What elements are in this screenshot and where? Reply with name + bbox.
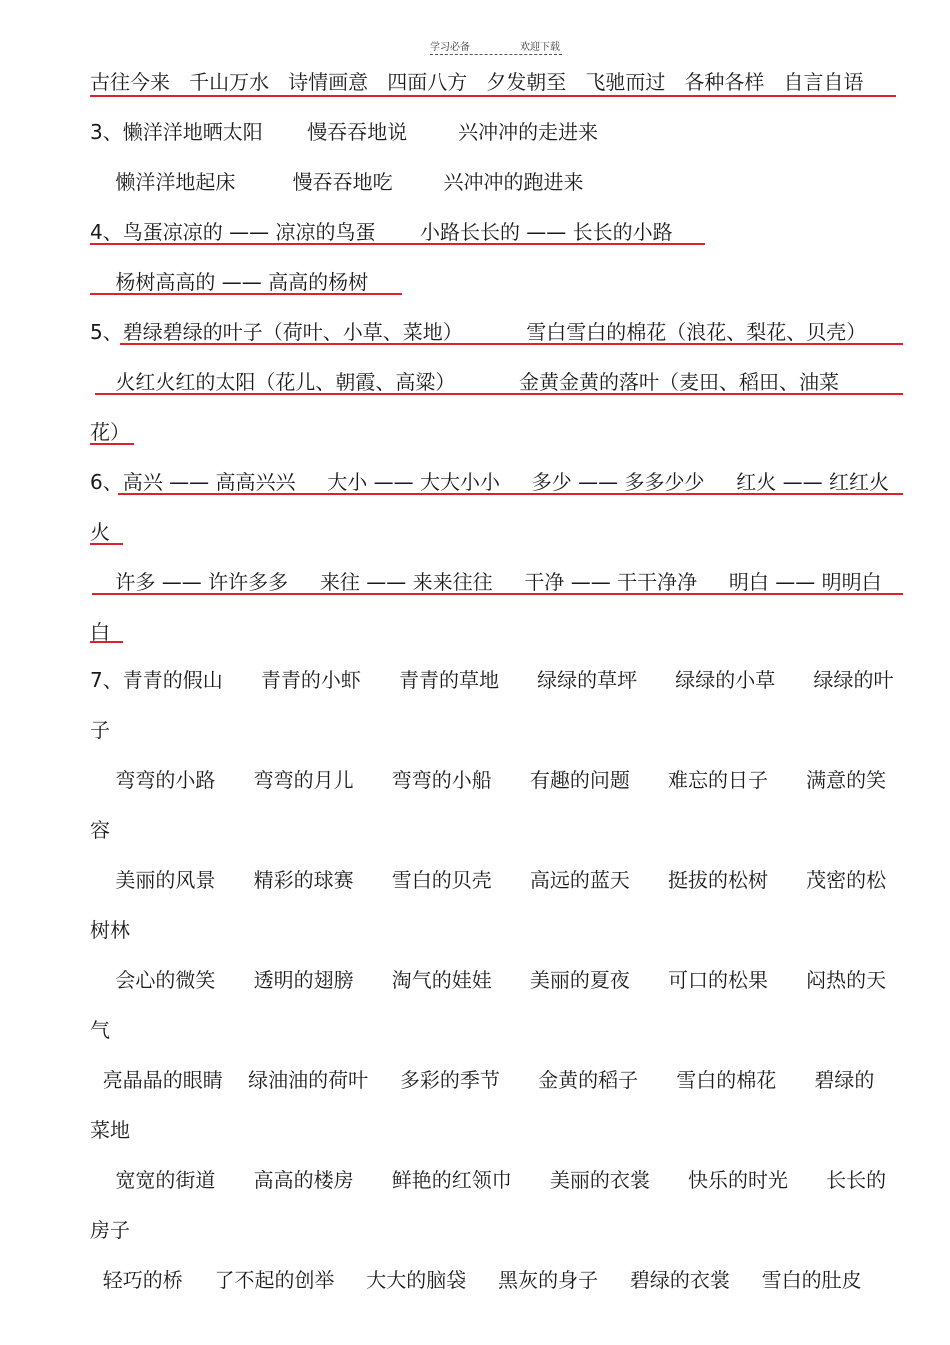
text-line-6b: 火: [90, 520, 110, 544]
text-line-7d: 容: [90, 818, 110, 842]
red-underline: [90, 543, 123, 545]
text-line-5a: 5、碧绿碧绿的叶子（荷叶、小草、菜地） 雪白雪白的棉花（浪花、梨花、贝壳）: [90, 320, 867, 344]
red-underline: [92, 593, 903, 595]
text-line-7g: 会心的微笑 透明的翅膀 淘气的娃娃 美丽的夏夜 可口的松果 闷热的天: [90, 968, 887, 992]
text-line-7m: 轻巧的桥 了不起的创举 大大的脑袋 黑灰的身子 碧绿的衣裳 雪白的肚皮: [90, 1268, 862, 1292]
text-line-6d: 白: [90, 620, 110, 644]
text-line-3b: 懒洋洋地起床 慢吞吞地吃 兴冲冲的跑进来: [90, 170, 584, 194]
text-line-7k: 宽宽的街道 高高的楼房 鲜艳的红领巾 美丽的衣裳 快乐的时光 长长的: [90, 1168, 887, 1192]
header-left-text: 学习必备: [430, 42, 470, 53]
text-line-idioms: 古往今来 千山万水 诗情画意 四面八方 夕发朝至 飞驰而过 各种各样 自言自语: [90, 70, 864, 94]
header-right-text: 欢迎下载: [520, 42, 560, 53]
text-line-7i: 亮晶晶的眼睛 绿油油的荷叶 多彩的季节 金黄的稻子 雪白的棉花 碧绿的: [90, 1068, 875, 1092]
red-underline: [90, 243, 705, 245]
text-line-7l: 房子: [90, 1218, 130, 1242]
red-underline: [90, 641, 123, 643]
text-line-7e: 美丽的风景 精彩的球赛 雪白的贝壳 高远的蓝天 挺拔的松树 茂密的松: [90, 868, 887, 892]
text-line-6c: 许多 —— 许许多多 来往 —— 来来往往 干净 —— 干干净净 明白 —— 明明白: [90, 570, 882, 594]
text-line-4a: 4、鸟蛋凉凉的 —— 凉凉的鸟蛋 小路长长的 —— 长长的小路: [90, 220, 673, 244]
text-line-3a: 3、懒洋洋地晒太阳 慢吞吞地说 兴冲冲的走进来: [90, 120, 599, 144]
page-header: [430, 38, 565, 56]
text-line-7a: 7、青青的假山 青青的小虾 青青的草地 绿绿的草坪 绿绿的小草 绿绿的叶: [90, 668, 894, 692]
red-underline: [90, 95, 896, 97]
text-line-4b: 杨树高高的 —— 高高的杨树: [90, 270, 369, 294]
text-line-7j: 菜地: [90, 1118, 130, 1142]
red-underline: [118, 493, 903, 495]
red-underline: [120, 343, 903, 345]
text-line-7c: 弯弯的小路 弯弯的月儿 弯弯的小船 有趣的问题 难忘的日子 满意的笑: [90, 768, 887, 792]
red-underline: [90, 443, 134, 445]
text-line-7b: 子: [90, 718, 110, 742]
text-line-7h: 气: [90, 1018, 110, 1042]
text-line-5c: 花）: [90, 420, 130, 444]
red-underline: [95, 393, 903, 395]
text-line-5b: 火红火红的太阳（花儿、朝霞、高粱） 金黄金黄的落叶（麦田、稻田、油菜: [90, 370, 840, 394]
text-line-6a: 6、高兴 —— 高高兴兴 大小 —— 大大小小 多少 —— 多多少少 红火 —— 红红火: [90, 470, 889, 494]
text-line-7f: 树林: [90, 918, 130, 942]
header-divider: [430, 54, 562, 55]
red-underline: [90, 293, 402, 295]
